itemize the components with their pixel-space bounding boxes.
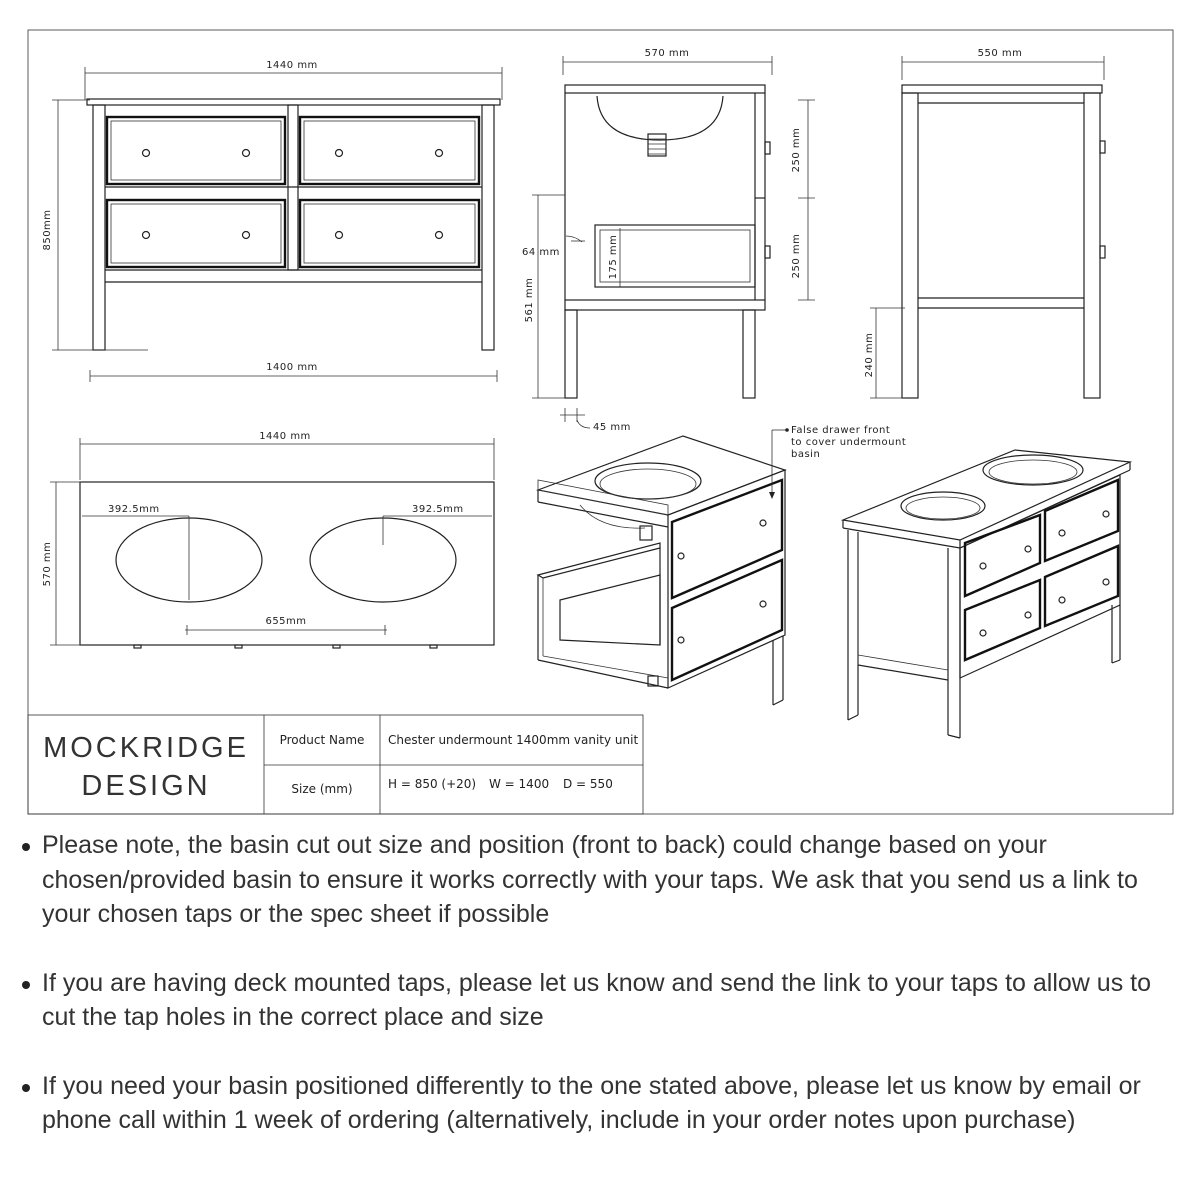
dim-plan-depth: 570 mm: [42, 541, 53, 587]
front-drawer-br: [300, 200, 479, 267]
dim-basin-offset-right: 392.5mm: [412, 504, 464, 515]
brand-line1: MOCKRIDGE: [43, 732, 249, 764]
dim-side-width: 570 mm: [644, 48, 690, 59]
size-w: W = 1400: [489, 777, 550, 791]
dim-basin-clear-height: 561 mm: [524, 277, 535, 323]
note-basin-cutout: Please note, the basin cut out size and position (front to back) could change based on your chosen/provided basin to ensure it works correctly with your taps. We ask that you send us a link to your chosen taps or the spec sheet if possible: [42, 828, 1200, 932]
isometric-cutaway: [538, 425, 906, 705]
size-h: H = 850 (+20): [388, 777, 477, 791]
dim-drawer-lower: 250 mm: [791, 233, 802, 279]
annotation-line2: to cover undermount: [791, 437, 907, 448]
dim-basin-spacing: 655mm: [265, 616, 307, 627]
dim-front-base-width: 1400 mm: [266, 362, 318, 373]
dim-cutout-height: 175 mm: [608, 234, 619, 280]
isometric-full: [843, 450, 1130, 738]
dim-leg: 45 mm: [593, 422, 631, 433]
dim-plan-width: 1440 mm: [259, 431, 311, 442]
product-label: Product Name: [279, 733, 365, 747]
note-basin-position: If you need your basin positioned differently to the one stated above, please let us know by email or phone call within 1 week of ordering (alternatively, include in your order notes upon purchase): [42, 1069, 1200, 1138]
front-drawer-tl: [107, 117, 285, 184]
dim-gap: 64 mm: [522, 247, 560, 258]
product-value: Chester undermount 1400mm vanity unit: [388, 733, 639, 747]
dim-drawer-upper: 250 mm: [791, 127, 802, 173]
size-d: D = 550: [563, 777, 613, 791]
front-drawer-bl: [107, 200, 285, 267]
title-block: [28, 715, 643, 814]
size-label: Size (mm): [291, 782, 353, 796]
dim-front-height: 850mm: [42, 209, 53, 251]
annotation-line3: basin: [791, 449, 821, 460]
dim-basin-offset-left: 392.5mm: [108, 504, 160, 515]
front-elevation: [42, 60, 502, 382]
dim-side-depth: 550 mm: [977, 48, 1023, 59]
side-elevation: [864, 48, 1105, 398]
plan-view: [42, 431, 494, 648]
note-deck-taps: If you are having deck mounted taps, please let us know and send the link to your taps to allow us to cut the tap holes in the correct place and size: [42, 966, 1200, 1035]
notes-list: [0, 828, 1200, 1172]
annotation-line1: False drawer front: [791, 425, 891, 436]
dim-front-top-width: 1440 mm: [266, 60, 318, 71]
brand-line2: DESIGN: [81, 770, 211, 802]
front-drawer-tr: [300, 117, 479, 184]
dim-leg-height: 240 mm: [864, 332, 875, 378]
side-section: [522, 48, 815, 433]
